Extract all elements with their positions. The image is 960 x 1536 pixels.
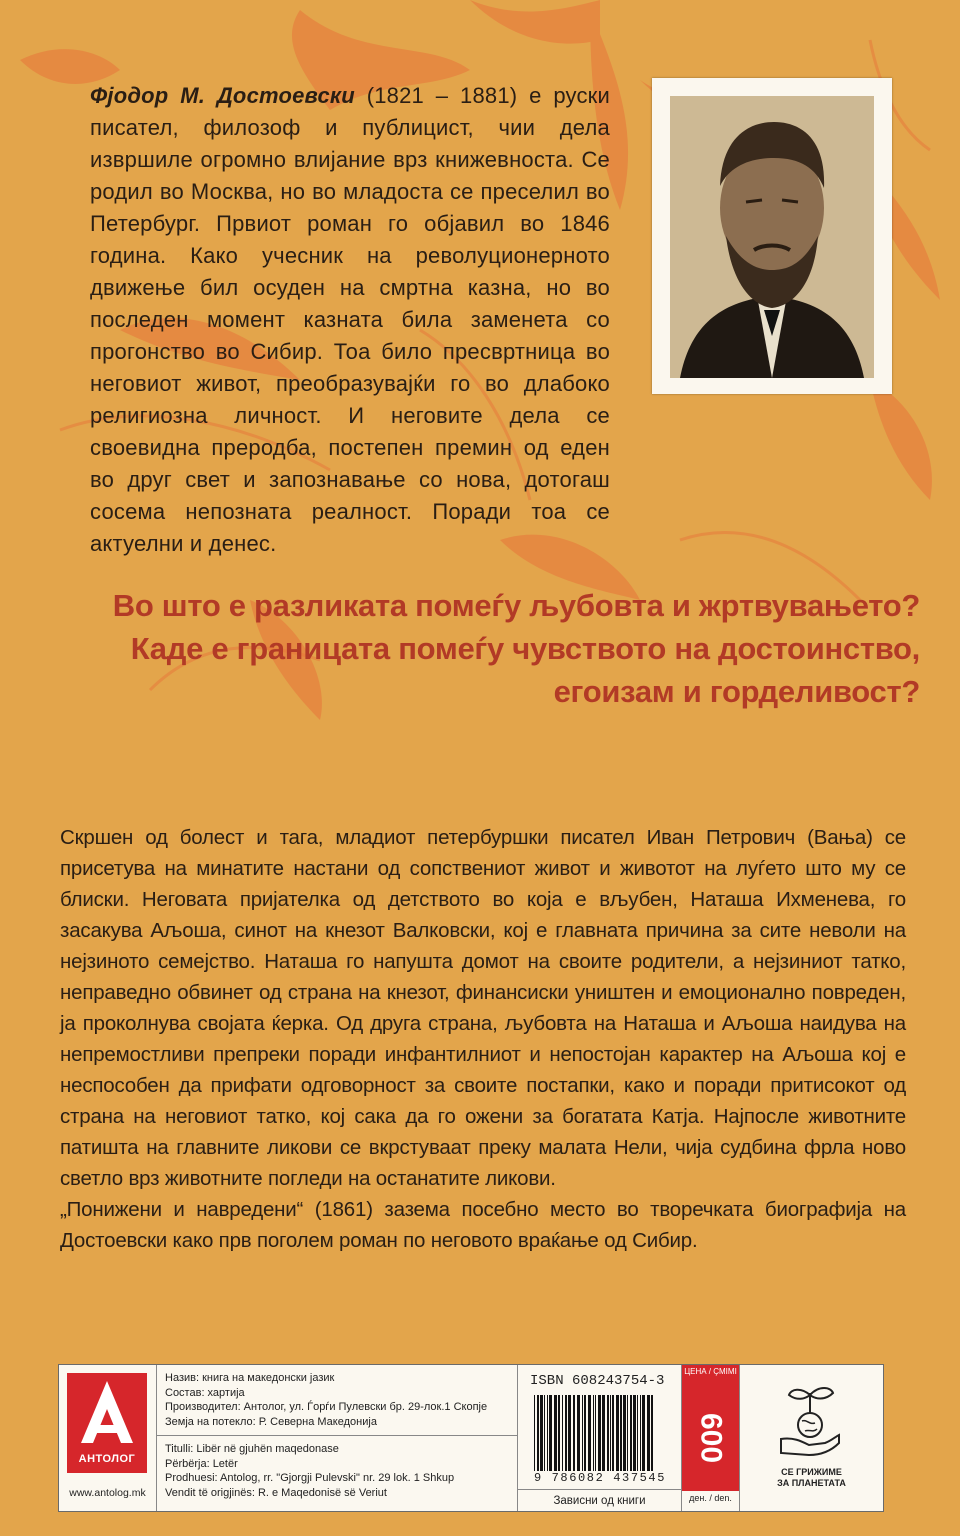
barcode-bar [577,1395,580,1471]
product-info-box [58,1364,884,1512]
book-synopsis [60,822,906,1256]
barcode-bar [573,1395,575,1471]
author-bio [90,80,610,560]
eco-text-line-2: ЗА ПЛАНЕТАТА [777,1478,846,1488]
author-bio-text: (1821 – 1881) е руски писател, филозоф и публицист, чии дела извршиле огромно влијание врз книжевноста. Се родил во Москва, но во младоста се преселил во Петербург. Првиот роман го објавил во 1846 година. Како учесник на револуционерното движење бил осуден на смртна казна, но во последен момент казната била заменета со прогонство во Сибир. Тоа било пресвртница во неговиот живот, преобразувајќи го во длабоко религиозна личност. И неговите дела се своевидна преродба, постепен премин од еден во друг свет и запознавање со нова, дотогаш сосема непозната реалност. Поради тоа се актуелни и денес. [90,83,610,556]
barcode-bar [642,1395,645,1471]
info-al-line: Titulli: Libër në gjuhën maqedonase [165,1443,339,1455]
barcode-bar [598,1395,601,1471]
barcode-bar [602,1395,605,1471]
isbn-label: ISBN 608243754-3 [530,1373,665,1389]
price-currency: ден. / den. [689,1493,732,1503]
tagline-question [40,584,920,713]
barcode-bar [616,1395,619,1471]
barcode-bar [562,1395,563,1471]
eco-text-line-1: СЕ ГРИЖИМЕ [781,1467,842,1477]
barcode-digits: 9 786082 437545 [534,1471,667,1485]
publisher-url: www.antolog.mk [69,1487,146,1499]
price-label: ЦЕНА / ÇMIMI [682,1365,739,1379]
info-al-line: Vendit të origjinës: R. e Maqedonisë së Veriut [165,1486,387,1499]
barcode-bar [623,1395,626,1471]
barcode-bar [558,1395,560,1471]
barcode-bar [627,1395,628,1471]
synopsis-paragraph-1: Скршен од болест и тага, младиот петербуршки писател Иван Петрович (Вања) се присетува на минатите настани од сопствениот живот и животот на луѓето што му се блиски. Неговата пријателка од детството во која е вљубен, Наташа Ихменева, го засакува Аљоша, синот на кнезот Валковски, кој е главната причина за сите неволи на нејзиното семејство. Наташа го напушта домот на своите родители, а нејзиниот татко, неправедно обвинет од страна на кнезот, финансиски уништен и емоционално повреден, ја проколнува својата ќерка. Од друга страна, љубовта на Наташа и Аљоша наидува на непремостливи препреки поради инфантилниот и непостојан карактер на Аљоша кој е неспособен да прифати одговорност за своите постапки, како и поради притисокот од страна на неговиот татко, кој сака да го ожени за богатата Катја. Најпосле животните патишта на главните ликови се вкрстуваат преку малата Нели, чија судбина фрла ново светло врз животните погледи на останатите ликови. [60,826,906,1190]
hand-plant-globe-icon [777,1383,843,1461]
author-name: Фјодор М. Достоевски [90,83,355,108]
barcode-bar [540,1395,543,1471]
barcode-bar [593,1395,594,1471]
barcode-bar [565,1395,567,1471]
barcode-bar [612,1395,614,1471]
barcode-bar [534,1395,535,1471]
info-mk-line: Состав: хартија [165,1386,245,1399]
publisher-logo [67,1373,147,1473]
info-al-line: Përbërja: Letër [165,1457,238,1470]
synopsis-paragraph-2: „Понижени и навредени“ (1861) зазема посебно место во творечката биографија на Достоевски како прв поголем роман по неговото враќање од Сибир. [60,1198,906,1252]
barcode-bar [640,1395,641,1471]
isbn-cell [518,1365,682,1511]
barcode-bar [549,1395,552,1471]
barcode-bar [582,1395,583,1471]
tagline-line-2: Каде е границата помеѓу чувството на достоинство, [130,631,920,666]
tagline-line-3: егоизам и горделивост? [553,674,920,709]
barcode [532,1395,668,1471]
barcode-bar [547,1395,548,1471]
barcode-bar [584,1395,586,1471]
barcode-bar [651,1395,653,1471]
publisher-logo-cell [59,1365,157,1511]
barcode-bar [637,1395,638,1471]
barcode-bar [630,1395,632,1471]
barcode-bar [544,1395,545,1471]
price-box [682,1379,739,1491]
info-mk-line: Земја на потекло: Р. Северна Македонија [165,1415,377,1428]
eco-cell [740,1365,883,1511]
barcode-bar [595,1395,596,1471]
barcode-bar [537,1395,539,1471]
isbn-note: Зависни од книги [518,1489,681,1512]
price-value: 600 [694,1412,728,1464]
info-mk-line: Назив: книга на македонски јазик [165,1372,335,1384]
barcode-bar [647,1395,650,1471]
info-mk-line: Производител: Антолог, ул. Ѓорѓи Пулевски бр. 29-лок.1 Скопје [165,1401,488,1413]
author-portrait [670,96,874,378]
info-al-line: Prodhuesi: Antolog, rr. "Gjorgji Pulevski" nr. 29 lok. 1 Shkup [165,1472,455,1484]
barcode-bar [620,1395,622,1471]
tagline-line-1: Во што е разликата помеѓу љубовта и жртвувањето? [112,588,920,623]
barcode-bar [554,1395,557,1471]
info-albanian [157,1436,518,1511]
price-cell [682,1365,740,1511]
barcode-bar [588,1395,591,1471]
publisher-logo-name: АНТОЛОГ [78,1453,136,1465]
barcode-bar [610,1395,611,1471]
author-portrait-frame [652,78,892,394]
barcode-bar [568,1395,571,1471]
info-macedonian [157,1365,518,1436]
barcode-bar [633,1395,636,1471]
barcode-bar [607,1395,609,1471]
